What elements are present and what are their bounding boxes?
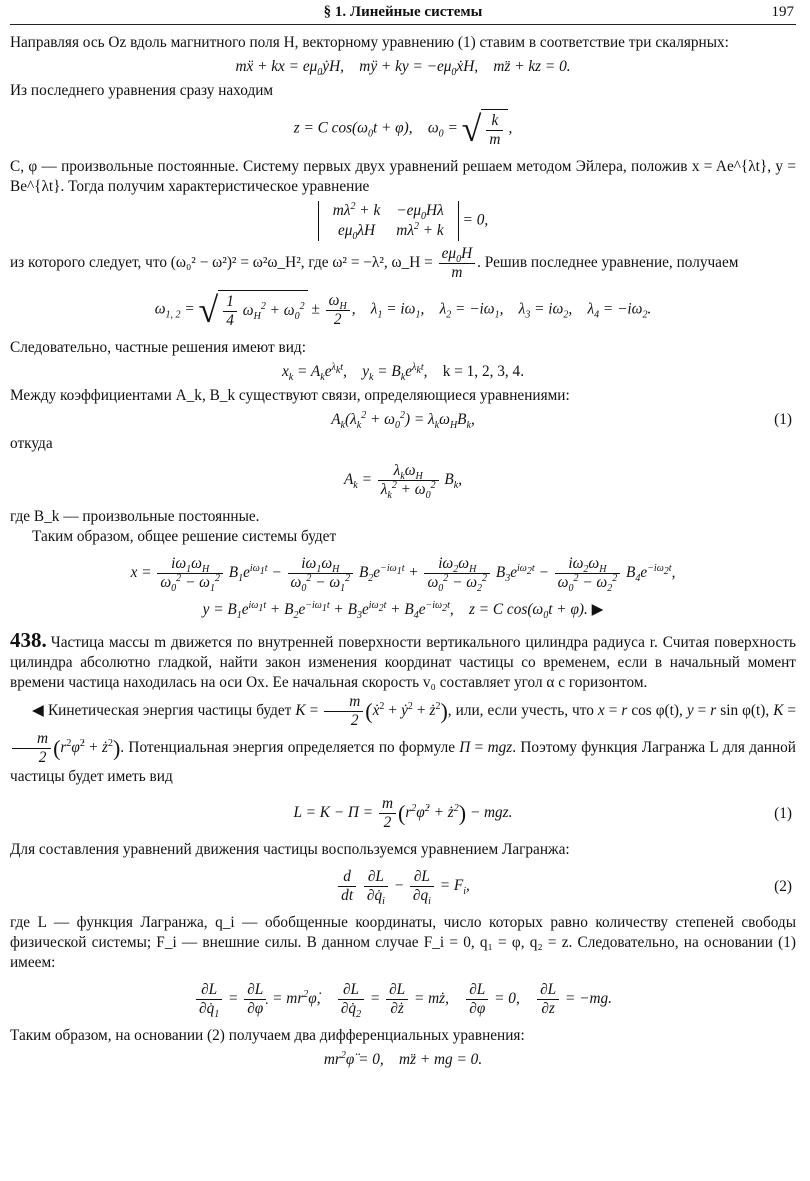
- equation-z-solution: z = C $\cos(\omega_0t + \varphi)$, $\omega_0$ = √ $\frac{k}{m}$ ,: [293, 109, 513, 149]
- k-range: k = 1, 2, 3, 4.: [442, 363, 525, 380]
- equation-omega-roots: $\omega_{1, 2}$ = √ $\frac{1}{4}$ $\omega_H^2 + \omega_0^2$ ± $\frac{\omega_H}{2}$ , $\lambda_1 = i\omega_1$, $\lambda_2 = -i\omega_1$, $\lambda_3 = i\omega_2$, $\lambda_4 = -i\omega_2$.: [154, 290, 652, 330]
- problem-438: [10, 630, 796, 693]
- paragraph-9: Таким образом, общее решение системы будет: [32, 528, 337, 545]
- paragraph-2: Из последнего уравнения сразу находим: [10, 82, 274, 99]
- equation-scalar-system: mẍ + kx = $e\mu_0ẏH$, mÿ + ky = $-e\mu_0ẋH$, mz̈ + kz = 0.: [235, 58, 571, 79]
- equation-ak: $A_k$ = $\frac{\lambda_k\omega_H}{\lambda_k^2 + \omega_0^2}$ $B_k$,: [343, 462, 463, 502]
- problem-number: 438.: [10, 628, 47, 652]
- paragraph-6: Между коэффициентами A_k, B_k существуют связи, определяющиеся уравнениями:: [10, 387, 570, 404]
- paragraph-7: откуда: [10, 435, 53, 452]
- paragraph-11c: . Потенциальная энергия определяется по формуле: [120, 739, 455, 757]
- equation-number-2: (2): [774, 877, 792, 895]
- page-number: 197: [771, 4, 794, 20]
- equation-coefficients: $A_k(\lambda_k^2 + \omega_0^2) = \lambda_k\omega_HB_k$, (1): [331, 409, 792, 432]
- paragraph-11a: ◀ Кинетическая энергия частицы будет: [32, 702, 292, 720]
- equation-number-1: (1): [774, 411, 792, 428]
- paragraph-4: [10, 245, 796, 282]
- equation-general-y: $y = B_1e^{i\omega_1t} + B_2e^{-i\omega_1t} + B_3e^{i\omega_2t} + B_4e^{-i\omega_2t}$, z = C $\cos(\omega_0t + \varphi)$. ▶: [202, 599, 604, 622]
- problem-statement: Частица массы m движется по внутренней поверхности вертикального цилиндра радиуса r. Считая поверхность цилиндра абсолютно гладкой, найти закон изменения координат частицы со временем, если в начальный момент времени частица находилась на оси Ox. Ее начальная скорость v₀ составляет угол α с горизонтом.: [10, 634, 796, 691]
- equation-characteristic: $m\lambda^2 + k$ $-e\mu_0H\lambda$ $e\mu_0\lambda H$ $m\lambda^2 + k$ = 0,: [10, 201, 796, 241]
- paragraph-12: Для составления уравнений движения частицы воспользуемся уравнением Лагранжа:: [10, 841, 570, 858]
- paragraph-11: ◀ Кинетическая энергия частицы будет K = $\frac{m}{2}$ (ẋ$^2$ + ẏ$^2$ + $ż^2$), или, если учесть, что x = r cos φ(t), y = r sin φ(t), K = $\frac{m}{2}$ ($r^2\varphi̇^2$ + $ż^2$). Потенциальная энергия определяется по формуле Π = mgz. Поэтому функция Лагранжа L для данной частицы будет иметь вид: [10, 693, 797, 785]
- page-header: [10, 0, 796, 25]
- paragraph-5: Следовательно, частные решения имеют вид:: [10, 339, 306, 356]
- equation-partials: $\frac{\partial L}{\partial q̇_1}$ = $\frac{\partial L}{\partial\varphi̇}$ = $mr^2\varphi̇$, $\frac{\partial L}{\partial q̇_2}$ = $\frac{\partial L}{\partial ż}$ = mż, $\frac{\partial L}{\partial\varphi}$ = 0, $\frac{\partial L}{\partial z}$ = −mg.: [10, 981, 796, 1018]
- paragraph-8: где B_k — произвольные постоянные.: [10, 508, 260, 525]
- paragraph-14: Таким образом, на основании (2) получаем два дифференциальных уравнения:: [10, 1027, 525, 1044]
- paragraph-4b: . Решив последнее уравнение, получаем: [477, 254, 739, 272]
- equation-lagrangian: L = K − Π = $\frac{m}{2}$ ($r^2\varphi̇^2$ + $ż^2$) − mgz. (1): [293, 795, 792, 831]
- paragraph-4a: из которого следует, что (ω₀² − ω²)² = ω²ω_H², где ω² = −λ², ω_H =: [10, 254, 433, 272]
- paragraph-13: где L — функция Лагранжа, q_i — обобщенные координаты, число которых равно количеству степеней свободы физической системы; F_i — внешние силы. В данном случае F_i = 0, q₁ = φ, q₂ = z. Следовательно, на основании (1) имеем:: [10, 914, 796, 971]
- equation-number-1b: (1): [774, 804, 792, 822]
- equation-particular-solutions: $x_k = A_ke^{\lambda_kt}$, $y_k = B_ke^{\lambda_kt}$, k = 1, 2, 3, 4.: [281, 361, 525, 384]
- paragraph-1: Направляя ось Oz вдоль магнитного поля H, векторному уравнению (1) ставим в соответствие три скалярных:: [10, 34, 729, 51]
- equation-lagrange: $\frac{d}{dt}$ $\frac{\partial L}{\partial q̇_i}$ − $\frac{\partial L}{\partial q_i}$ = $F_i$, (2): [10, 868, 796, 905]
- equation-final: $mr^2\varphï = 0$, mz̈ + mg = 0.: [323, 1049, 483, 1068]
- paragraph-11d: . Поэтому функция Лагранжа L для данной частицы будет иметь вид: [10, 739, 796, 785]
- omega-h-fraction: $\frac{e\mu_0H}{m}$: [439, 245, 476, 282]
- determinant: $m\lambda^2 + k$ $-e\mu_0H\lambda$ $e\mu_0\lambda H$ $m\lambda^2 + k$: [318, 201, 459, 241]
- equation-general-x: x = $\frac{i\omega_1\omega_H}{\omega_0^2 - \omega_1^2}$ $B_1e^{i\omega_1t}$ − $\frac{i\omega_1\omega_H}{\omega_0^2 - \omega_1^2}$ $B_2e^{-i\omega_1t}$ + $\frac{i\omega_2\omega_H}{\omega_0^2 - \omega_2^2}$ $B_3e^{i\omega_2t}$ − $\frac{i\omega_2\omega_H}{\omega_0^2 - \omega_2^2}$ $B_4e^{-i\omega_2t}$,: [130, 555, 676, 595]
- paragraph-11b: , или, если учесть, что: [447, 702, 594, 720]
- section-title: § 1. Линейные системы: [323, 4, 483, 20]
- paragraph-3: C, φ — произвольные постоянные. Систему первых двух уравнений решаем методом Эйлера, положив x = Ae^{λt}, y = Be^{λt}. Тогда получим характеристическое уравнение: [10, 158, 796, 195]
